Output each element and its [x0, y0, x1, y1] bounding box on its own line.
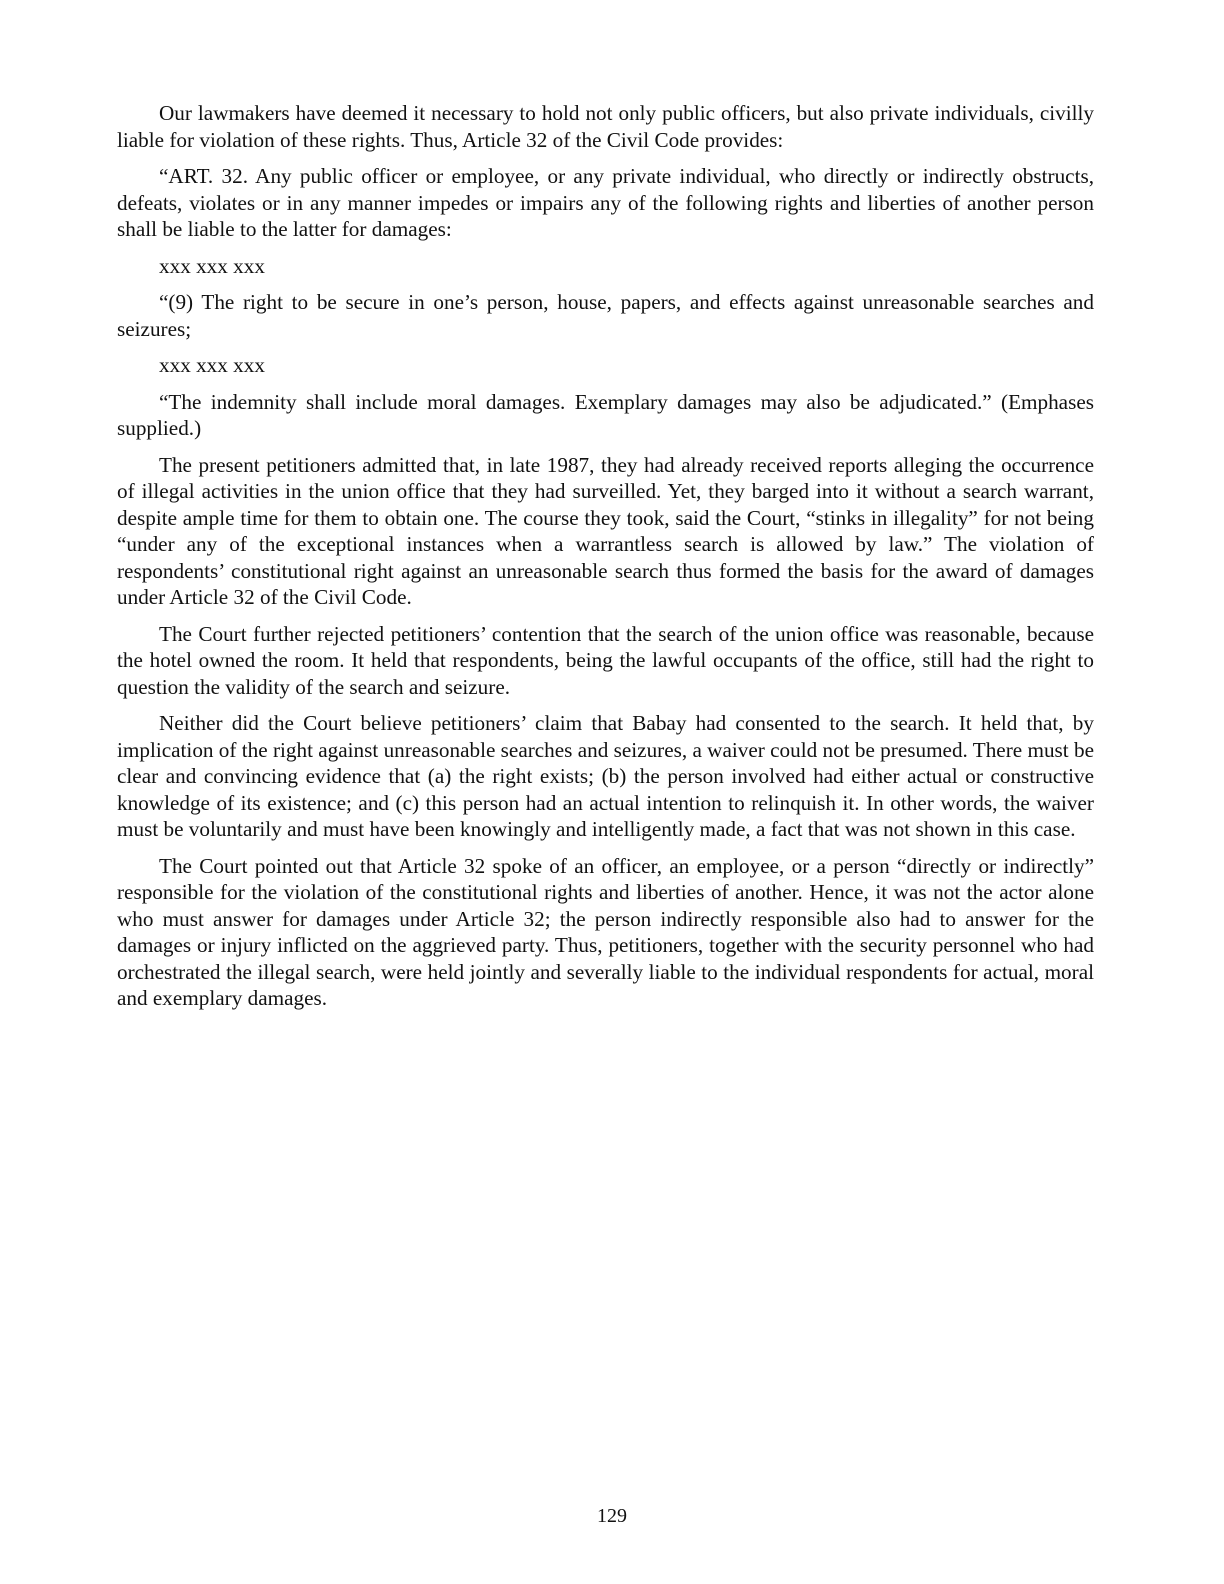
quote-article-32: “ART. 32. Any public officer or employee, or any private individual, who directly or indirectly obstructs, defeats, violates or in any manner impedes or impairs any of the following rights and liberties of another person shall be liable to the latter for damages: [117, 164, 1094, 241]
paragraph-lawmakers: Our lawmakers have deemed it necessary to hold not only public officers, but also private individuals, civilly liable for violation of these rights. Thus, Article 32 of the Civil Code provides: [117, 101, 1094, 152]
page-number: 129 [597, 1505, 627, 1527]
paragraph-liability: The Court pointed out that Article 32 spoke of an officer, an employee, or a person “directly or indirectly” responsible for the violation of the constitutional rights and liberties of another. Hence, it was not the actor alone who must answer for damages under Article 32; the person indirectly responsible also had to answer for the damages or injury inflicted on the aggrieved party. Thus, petitioners, together with the security personnel who had orchestrated the illegal search, were held jointly and severally liable to the individual respondents for actual, moral and exemplary damages. [117, 853, 1094, 1010]
document-body [117, 100, 1094, 1022]
omission-marker: xxx xxx xxx [159, 353, 265, 377]
omission-marker: xxx xxx xxx [159, 253, 265, 278]
paragraph-waiver: Neither did the Court believe petitioners’ claim that Babay had consented to the search. It held that, by implication of the right against unreasonable searches and seizures, a waiver could not be presumed. There must be clear and convincing evidence that (a) the right exists; (b) the person involved had either actual or constructive knowledge of its existence; and (c) this person had an actual intention to relinquish it. In other words, the waiver must be voluntarily and must have been knowingly and intelligently made, a fact that was not shown in this case. [117, 711, 1094, 841]
paragraph-petitioners-admitted: The present petitioners admitted that, in late 1987, they had already received reports alleging the occurrence of illegal activities in the union office that they had surveilled. Yet, they barged into it without a search warrant, despite ample time for them to obtain one. The course they took, said the Court, “stinks in illegality” for not being “under any of the exceptional instances when a warrantless search is allowed by law.” The violation of respondents’ constitutional right against an unreasonable search thus formed the basis for the award of damages under Article 32 of the Civil Code. [117, 452, 1094, 609]
paragraph-court-rejected: The Court further rejected petitioners’ contention that the search of the union office was reasonable, because the hotel owned the room. It held that respondents, being the lawful occupants of the office, still had the right to question the validity of the search and seizure. [117, 621, 1094, 699]
quote-indemnity: “The indemnity shall include moral damages. Exemplary damages may also be adjudicated.” (Emphases supplied.) [117, 389, 1094, 440]
quote-right-nine: “(9) The right to be secure in one’s person, house, papers, and effects against unreasonable searches and seizures; [117, 290, 1094, 341]
